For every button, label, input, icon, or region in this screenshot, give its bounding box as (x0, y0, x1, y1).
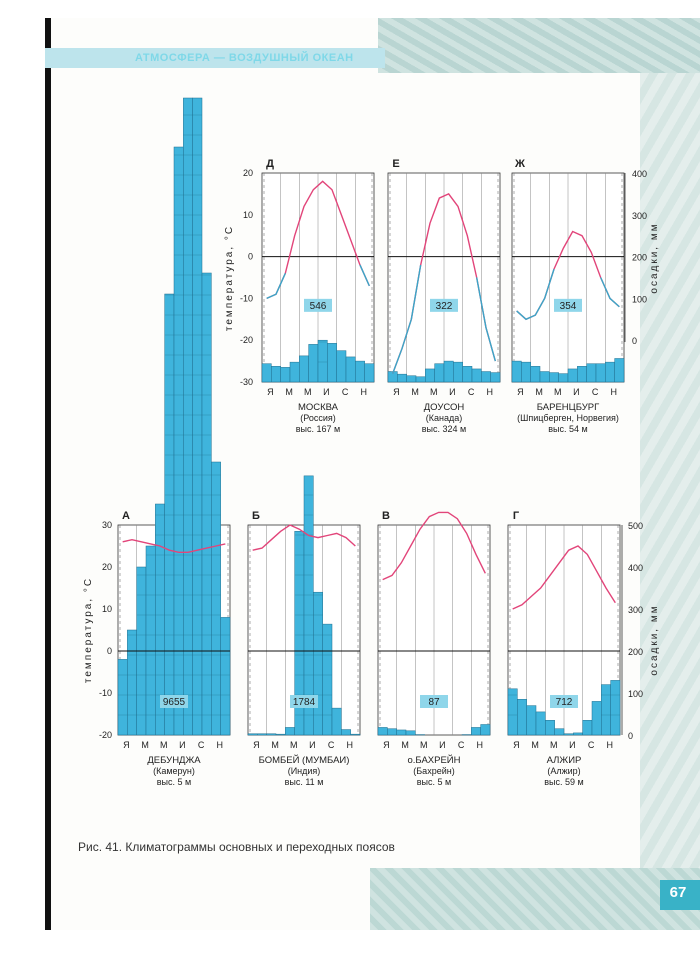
temp-tick-top: 10 (242, 209, 253, 220)
month-label: Я (383, 740, 390, 750)
precip-bar (601, 685, 610, 735)
precip-bar (257, 734, 266, 735)
station-name: ДЕБУНДЖА (147, 755, 201, 766)
precip-bar (605, 362, 614, 382)
precip-bar (425, 369, 434, 382)
temp-tick-bottom: 10 (101, 604, 112, 614)
temp-tick-top: -20 (239, 335, 253, 346)
figure-caption: Рис. 41. Климатограммы основных и переходных поясов (78, 840, 395, 854)
precip-bar (407, 376, 416, 382)
precip-bar (290, 362, 299, 382)
total-precipitation-label: 546 (309, 300, 327, 312)
station-elevation: выс. 59 м (544, 777, 584, 787)
panel-letter: Е (392, 158, 400, 170)
temp-axis-title-top: температура, °С (224, 224, 235, 332)
panel-letter: Б (252, 510, 260, 522)
precip-bar (491, 373, 500, 382)
precip-tick-bottom: 200 (628, 647, 644, 657)
precip-bar (211, 462, 220, 735)
station-country: (Россия) (300, 413, 336, 423)
precip-bar (587, 364, 596, 382)
precip-bar (118, 659, 127, 735)
precip-bar (463, 366, 472, 382)
temp-tick-top: -30 (239, 377, 253, 387)
month-label: С (197, 740, 205, 750)
station-country: (Шпицберген, Норвегия) (517, 413, 619, 423)
panel-letter: Д (266, 158, 274, 170)
precip-tick-bottom: 100 (628, 689, 644, 699)
panel-letter: Г (512, 510, 520, 522)
station-elevation: выс. 324 м (421, 424, 467, 434)
precip-bar (313, 592, 322, 735)
temp-tick-top: 0 (247, 251, 253, 262)
month-label: И (179, 740, 186, 750)
month-label: М (419, 740, 428, 750)
precip-bar (267, 734, 276, 735)
page-number: 67 (669, 884, 687, 901)
precip-bar (615, 358, 624, 382)
precip-bar (583, 720, 592, 735)
month-label: Н (606, 740, 613, 750)
station-country: (Алжир) (547, 766, 581, 776)
precip-bar (365, 364, 374, 382)
month-label: И (323, 387, 330, 397)
month-label: М (535, 387, 543, 397)
month-label: М (271, 740, 279, 750)
month-label: М (141, 740, 149, 750)
precip-bar (559, 374, 568, 382)
month-label: Я (267, 387, 274, 397)
month-label: М (429, 387, 438, 397)
station-country: (Индия) (287, 766, 321, 776)
month-label: Я (513, 740, 520, 750)
precip-bar (444, 361, 453, 382)
precip-bar (555, 729, 564, 735)
precip-bar (309, 344, 318, 382)
month-label: И (439, 740, 446, 750)
precip-bar (611, 680, 620, 735)
chart-4 (118, 98, 230, 735)
month-label: Н (610, 387, 617, 397)
month-label: Н (216, 740, 223, 750)
month-label: Я (393, 387, 400, 397)
month-label: М (553, 387, 562, 397)
precip-bar (472, 369, 481, 382)
precip-bar (387, 729, 396, 735)
month-label: С (457, 740, 465, 750)
chart-1 (262, 173, 374, 382)
month-label: М (531, 740, 539, 750)
precip-bar (202, 273, 211, 735)
temp-axis-title-bottom: температура, °С (83, 576, 94, 684)
precip-bar (596, 364, 605, 382)
temp-tick-bottom: -10 (98, 688, 112, 698)
precip-bar (165, 294, 174, 735)
month-label: М (411, 387, 419, 397)
precip-bar (564, 734, 573, 735)
precip-bar (577, 366, 586, 382)
month-label: М (159, 740, 168, 750)
panel-letter: А (122, 510, 130, 522)
precip-bar (337, 351, 346, 382)
precip-bar (517, 699, 526, 735)
total-precipitation-label: 9655 (162, 697, 186, 708)
month-label: Н (486, 387, 493, 397)
precip-bar (453, 362, 462, 382)
month-label: И (569, 740, 576, 750)
precip-bar (341, 730, 350, 735)
precip-tick-top: 400 (632, 169, 648, 179)
precip-bar (540, 372, 549, 382)
temp-tick-bottom: -20 (98, 730, 112, 740)
chart-3 (512, 173, 624, 382)
precip-axis-title-bottom: осадки, мм (649, 604, 660, 676)
precip-bar (521, 362, 530, 382)
station-country: (Канада) (425, 413, 463, 423)
station-name: БАРЕНЦБУРГ (536, 402, 600, 413)
precip-bar (146, 546, 155, 735)
station-name: о.БАХРЕЙН (407, 755, 461, 766)
precip-bar (508, 689, 517, 735)
station-country: (Бахрейн) (413, 766, 455, 776)
precip-bar (397, 730, 406, 735)
total-precipitation-label: 354 (559, 300, 577, 312)
month-label: И (309, 740, 316, 750)
precip-bar (248, 734, 257, 735)
precip-bar (323, 624, 332, 735)
station-name: МОСКВА (297, 402, 339, 413)
precip-bar (416, 377, 425, 382)
month-label: М (285, 387, 293, 397)
precip-bar (573, 733, 582, 735)
precip-bar (512, 361, 521, 382)
station-name: БОМБЕЙ (МУМБАИ) (258, 755, 350, 766)
chapter-header: АТМОСФЕРА — ВОЗДУШНЫЙ ОКЕАН (135, 52, 354, 64)
precip-bar (193, 98, 202, 735)
precip-bar (435, 364, 444, 382)
temp-tick-bottom: 0 (106, 646, 112, 656)
station-elevation: выс. 54 м (548, 424, 588, 434)
month-label: С (341, 387, 349, 397)
month-label: М (549, 740, 558, 750)
precip-bar (406, 731, 415, 735)
month-label: И (573, 387, 580, 397)
precip-tick-top: 100 (632, 294, 648, 305)
station-name: ДОУСОН (423, 402, 465, 413)
panel-letter: В (382, 510, 390, 522)
total-precipitation-label: 1784 (292, 697, 316, 708)
precip-bar (481, 725, 490, 736)
month-label: Я (517, 387, 524, 397)
precip-tick-bottom: 300 (628, 605, 644, 615)
total-precipitation-label: 712 (555, 697, 573, 708)
precip-bar (355, 361, 364, 382)
month-label: И (449, 387, 456, 397)
precip-tick-top: 300 (632, 210, 648, 221)
station-elevation: выс. 11 м (284, 777, 324, 787)
precip-bar (285, 727, 294, 735)
precip-bar (378, 727, 387, 735)
month-label: М (401, 740, 409, 750)
precip-bar (262, 364, 271, 382)
panel-letter: Ж (515, 158, 525, 170)
temp-tick-bottom: 20 (101, 562, 112, 572)
month-label: С (591, 387, 599, 397)
precip-bar (299, 356, 308, 382)
precip-bar (549, 373, 558, 382)
precip-tick-top: 0 (632, 336, 638, 346)
month-label: Н (360, 387, 367, 397)
precip-tick-bottom: 0 (628, 731, 634, 741)
month-label: М (303, 387, 312, 397)
temp-tick-bottom: 30 (101, 520, 112, 530)
precip-bar (327, 343, 336, 382)
month-label: Я (123, 740, 130, 750)
month-label: Н (476, 740, 483, 750)
precip-bar (351, 734, 360, 735)
precip-tick-top: 200 (632, 252, 648, 263)
month-label: М (289, 740, 298, 750)
station-elevation: выс. 5 м (416, 777, 452, 787)
month-label: С (587, 740, 595, 750)
precip-bar (183, 98, 192, 735)
chart-2 (388, 173, 500, 382)
precip-bar (346, 357, 355, 382)
precip-bar (332, 708, 341, 735)
precip-bar (397, 374, 406, 382)
precip-bar (481, 372, 490, 382)
station-country: (Камерун) (153, 766, 195, 776)
precip-bar (271, 366, 280, 382)
total-precipitation-label: 87 (428, 697, 440, 708)
precip-bar (276, 734, 285, 735)
precip-tick-bottom: 400 (628, 563, 644, 573)
total-precipitation-label: 322 (435, 300, 453, 312)
precip-tick-bottom: 500 (628, 521, 644, 531)
precip-bar (536, 712, 545, 735)
precip-bar (318, 340, 327, 382)
month-label: Я (253, 740, 260, 750)
station-name: АЛЖИР (546, 755, 582, 766)
month-label: С (327, 740, 335, 750)
precip-bar (527, 706, 536, 735)
precip-bar (471, 727, 480, 735)
precip-bar (545, 720, 554, 735)
precip-bar (174, 147, 183, 735)
precip-axis-title-top: осадки, мм (649, 222, 660, 294)
precip-bar (127, 630, 136, 735)
temp-tick-top: -10 (239, 293, 253, 304)
precip-bar (281, 367, 290, 382)
station-elevation: выс. 5 м (156, 777, 192, 787)
precip-bar (531, 366, 540, 382)
month-label: С (467, 387, 475, 397)
station-elevation: выс. 167 м (295, 424, 341, 434)
precip-bar (568, 369, 577, 382)
month-label: Н (346, 740, 353, 750)
precip-bar (592, 701, 601, 735)
temp-tick-top: 20 (242, 168, 253, 178)
